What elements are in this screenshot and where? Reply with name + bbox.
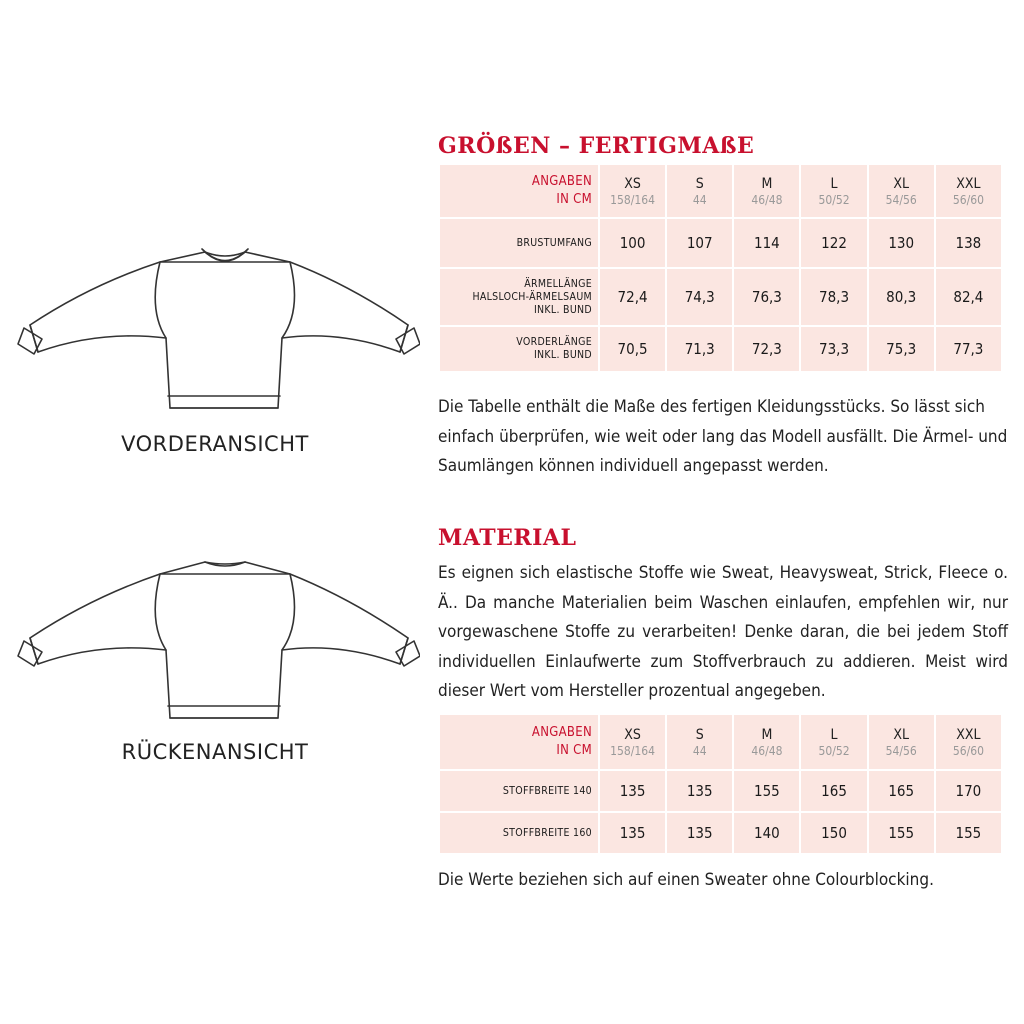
size-header-l [801, 165, 866, 217]
table-cell: 155 [869, 813, 934, 853]
row-label-line: BRUSTUMFANG [516, 236, 592, 249]
table-row [440, 269, 1001, 325]
table-row [440, 813, 1001, 853]
size-eu: 46/48 [751, 744, 783, 758]
size-eu: 50/52 [818, 193, 850, 207]
size-code: M [761, 727, 773, 743]
table-cell: 165 [869, 771, 934, 811]
finished-measurements-table [438, 163, 1003, 373]
size-header-xxl [936, 165, 1001, 217]
size-eu: 54/56 [885, 193, 917, 207]
size-eu: 158/164 [610, 193, 655, 207]
table-cell: 72,4 [600, 269, 665, 325]
row-label-line: INKL. BUND [533, 303, 592, 316]
size-eu: 158/164 [610, 744, 655, 758]
units-header-line1: ANGABEN [531, 725, 592, 740]
table-cell: 77,3 [936, 327, 1001, 371]
sweater-front-illustration [10, 240, 420, 420]
size-code: L [830, 176, 838, 192]
table-cell: 82,4 [936, 269, 1001, 325]
table-cell: 155 [936, 813, 1001, 853]
size-code: XXL [956, 176, 981, 192]
table-cell: 140 [734, 813, 799, 853]
table-cell: 76,3 [734, 269, 799, 325]
size-code: M [761, 176, 773, 192]
size-header-xs [600, 165, 665, 217]
size-eu: 56/60 [952, 193, 984, 207]
material-heading: MATERIAL [438, 525, 577, 551]
size-header-xs [600, 715, 665, 769]
fabric-requirements-table [438, 713, 1003, 855]
size-code: XL [893, 176, 910, 192]
row-label [440, 269, 598, 325]
size-eu: 46/48 [751, 193, 783, 207]
size-eu: 50/52 [818, 744, 850, 758]
size-code: XXL [956, 727, 981, 743]
back-view-label: RÜCKENANSICHT [121, 740, 309, 764]
row-label: STOFFBREITE 160 [440, 813, 598, 853]
row-label: STOFFBREITE 140 [440, 771, 598, 811]
size-header-xl [869, 715, 934, 769]
table-cell: 135 [667, 813, 732, 853]
table-cell: 75,3 [869, 327, 934, 371]
table-cell: 74,3 [667, 269, 732, 325]
size-code: XS [624, 727, 641, 743]
row-label-line: ÄRMELLÄNGE [524, 277, 592, 290]
size-header-m [734, 715, 799, 769]
table-cell: 114 [734, 219, 799, 267]
size-code: S [695, 176, 704, 192]
table-cell: 165 [801, 771, 866, 811]
size-header-xl [869, 165, 934, 217]
table-cell: 72,3 [734, 327, 799, 371]
table-cell: 135 [667, 771, 732, 811]
units-header-line1: ANGABEN [531, 174, 592, 189]
size-header-l [801, 715, 866, 769]
size-code: XS [624, 176, 641, 192]
table-cell: 80,3 [869, 269, 934, 325]
size-header-s [667, 715, 732, 769]
size-code: S [695, 727, 704, 743]
size-header-m [734, 165, 799, 217]
size-eu: 56/60 [952, 744, 984, 758]
table-cell: 138 [936, 219, 1001, 267]
front-view-label: VORDERANSICHT [121, 432, 309, 456]
size-code: L [830, 727, 838, 743]
fabric-note: Die Werte beziehen sich auf einen Sweater ohne Colourblocking. [438, 870, 934, 890]
material-description: Es eignen sich elastische Stoffe wie Sweat, Heavysweat, Strick, Fleece o. Ä.. Da manche Materialien beim Waschen einlaufen, empfehlen wir, nur vorgewaschene Stoffe zu verarbeiten! Denke daran, die bei jedem Stoff individuellen Einlaufwerte zum Stoffverbrauch zu addieren. Meist wird dieser Wert vom Hersteller prozentual angegeben. [438, 563, 1008, 701]
table-row [440, 771, 1001, 811]
table-cell: 122 [801, 219, 866, 267]
row-label [440, 219, 598, 267]
row-label [440, 327, 598, 371]
table-header-row [440, 715, 1001, 769]
size-eu: 54/56 [885, 744, 917, 758]
units-header-line2: IN CM [556, 192, 592, 207]
size-header-xxl [936, 715, 1001, 769]
table-cell: 135 [600, 771, 665, 811]
table-cell: 150 [801, 813, 866, 853]
table-cell: 73,3 [801, 327, 866, 371]
table-row [440, 219, 1001, 267]
table-cell: 155 [734, 771, 799, 811]
size-code: XL [893, 727, 910, 743]
row-label-line: INKL. BUND [533, 349, 592, 361]
table-header-row [440, 165, 1001, 217]
sizes-heading: GRÖßEN – FERTIGMAßE [438, 133, 755, 159]
table-row [440, 327, 1001, 371]
size-header-s [667, 165, 732, 217]
size-eu: 44 [692, 193, 707, 207]
sizes-description: Die Tabelle enthält die Maße des fertigen Kleidungsstücks. So lässt sich einfach überprüfen, wie weit oder lang das Modell ausfällt. Die Ärmel- und Saumlängen können individuell angepasst werden. [438, 397, 1008, 476]
table-cell: 100 [600, 219, 665, 267]
sweater-back-illustration [10, 550, 420, 730]
row-label-line: HALSLOCH-ÄRMELSAUM [472, 290, 592, 303]
table-cell: 130 [869, 219, 934, 267]
row-label-line: VORDERLÄNGE [516, 336, 592, 348]
table-cell: 135 [600, 813, 665, 853]
units-header-line2: IN CM [556, 743, 592, 758]
table-cell: 170 [936, 771, 1001, 811]
table-cell: 70,5 [600, 327, 665, 371]
units-header [440, 165, 598, 217]
table-cell: 107 [667, 219, 732, 267]
table-cell: 71,3 [667, 327, 732, 371]
units-header [440, 715, 598, 769]
table-cell: 78,3 [801, 269, 866, 325]
size-eu: 44 [692, 744, 707, 758]
